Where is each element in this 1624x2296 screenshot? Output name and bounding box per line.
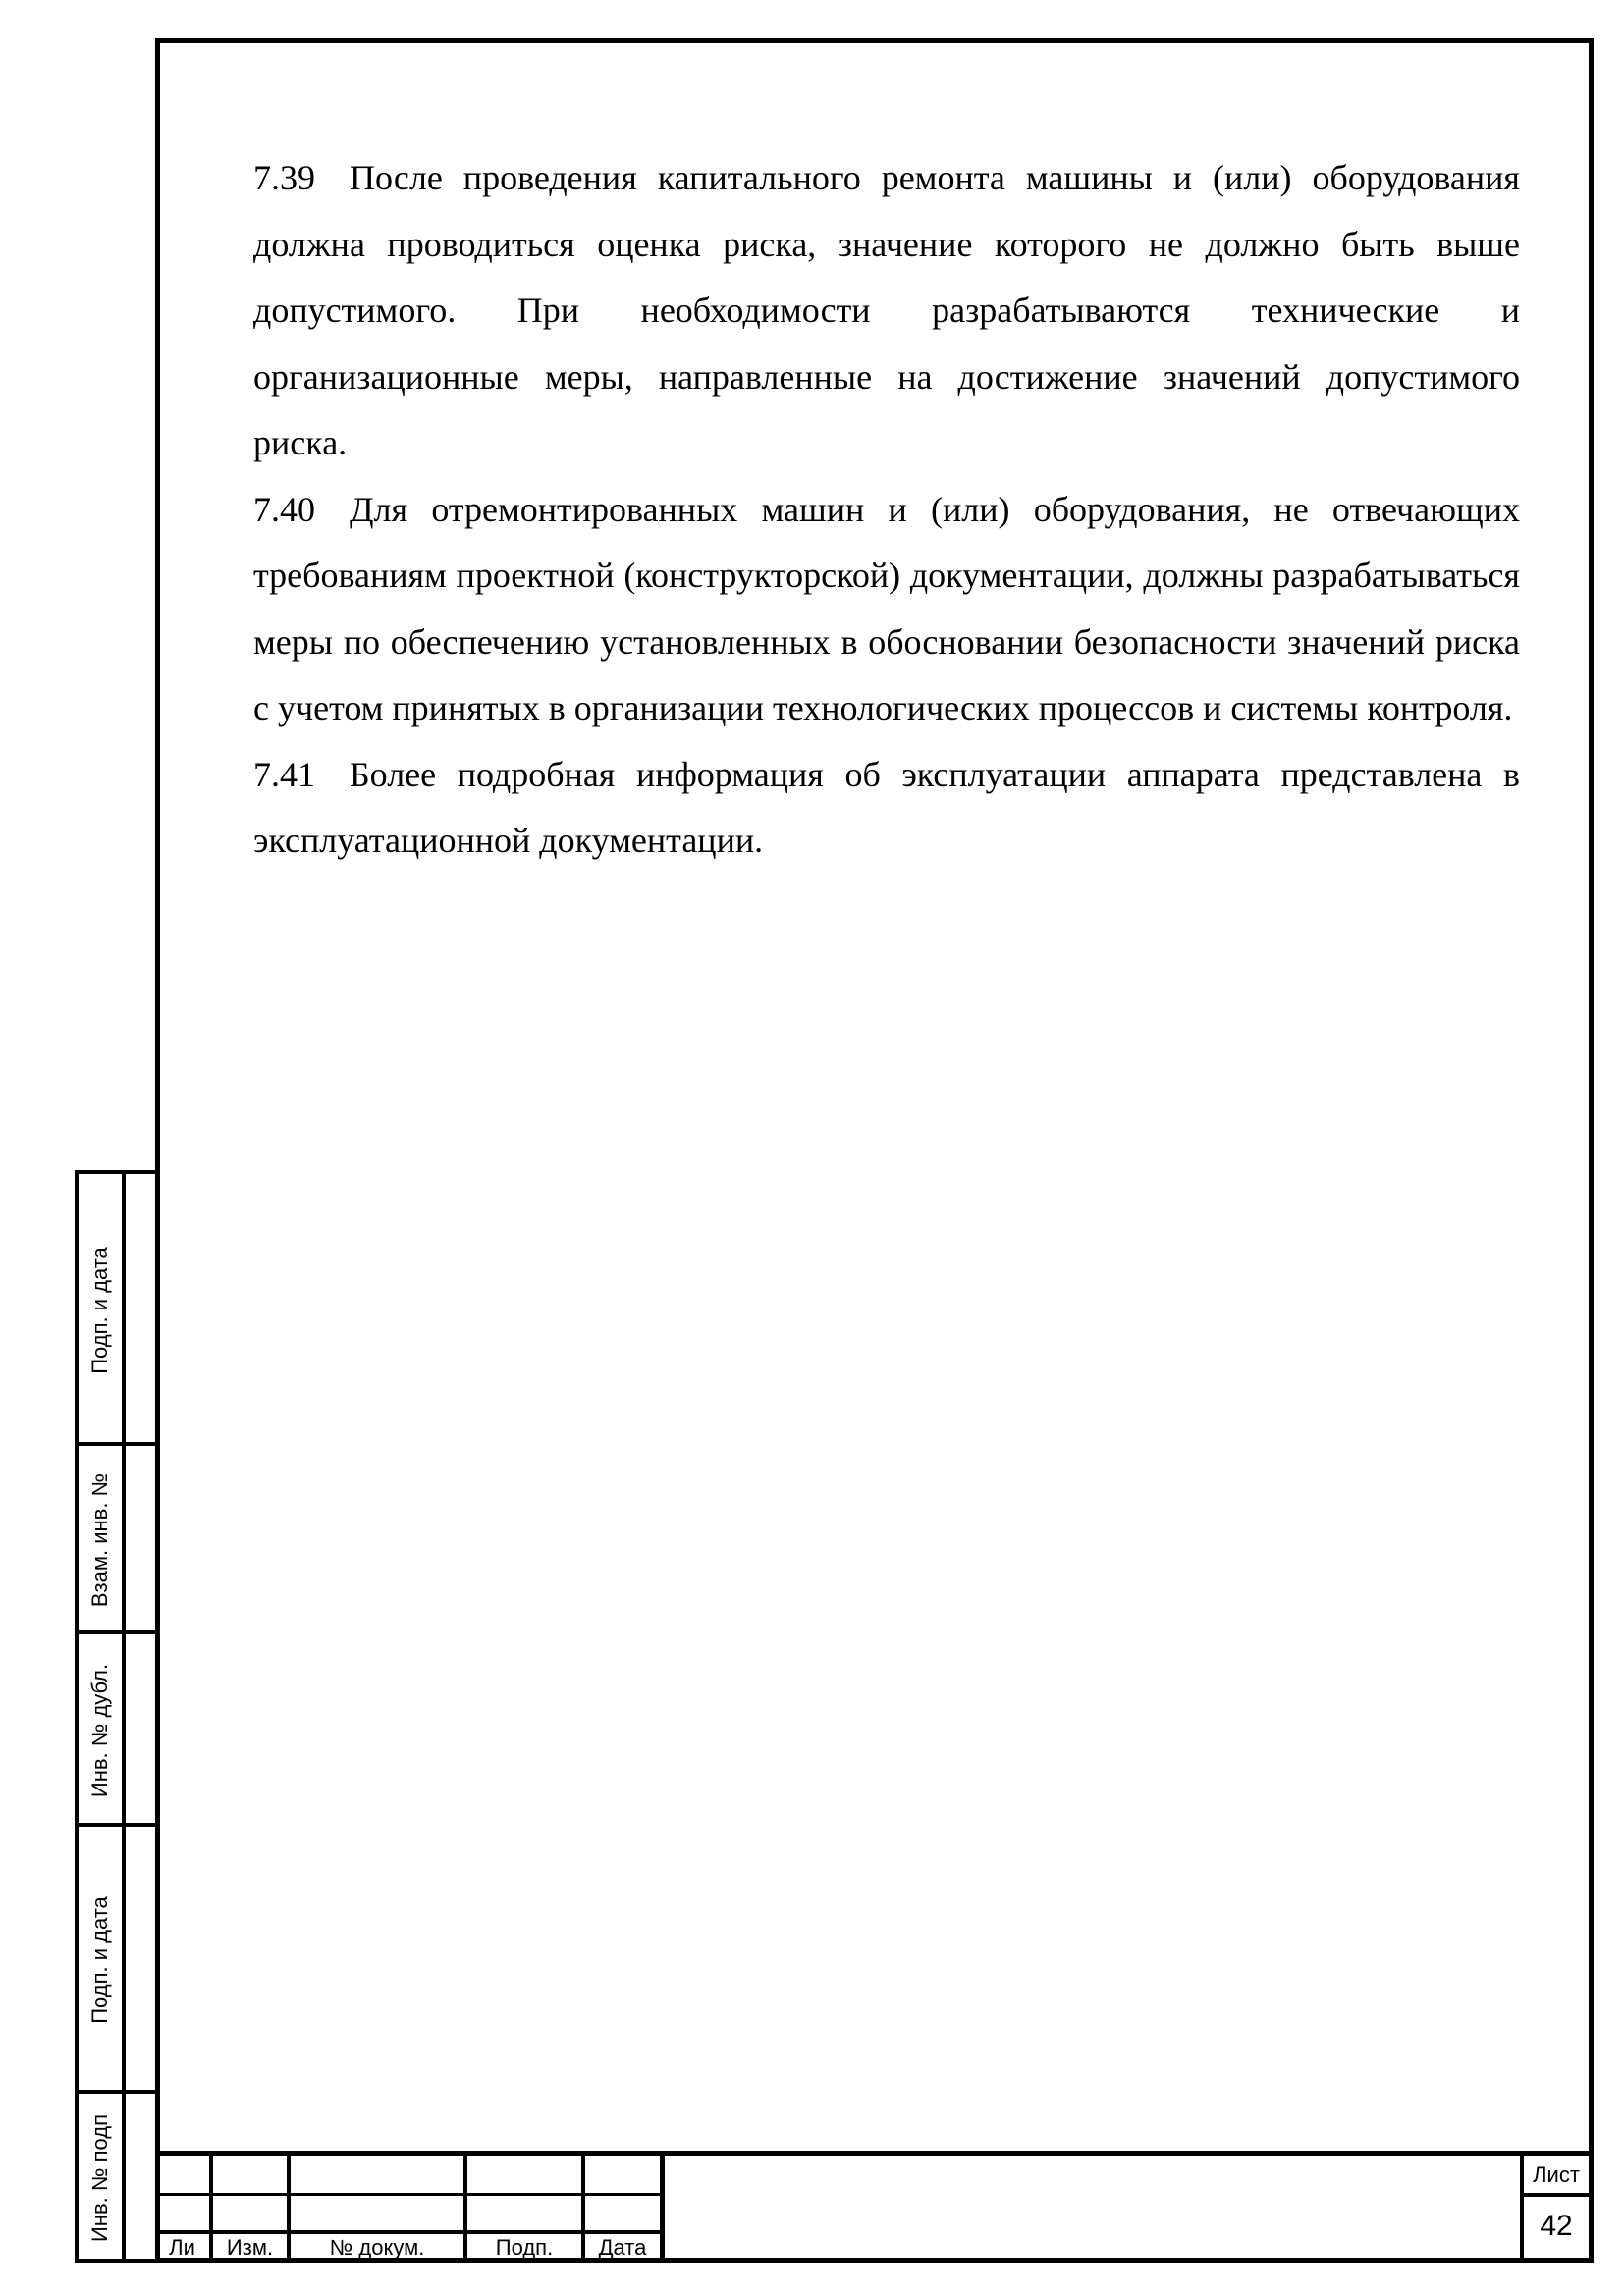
label-data: Дата [598,2235,647,2260]
title-block-row-line [155,2193,664,2196]
side-label-podp-data-bottom: Подп. и дата [87,1896,112,2024]
side-label-inv-dubl: Инв. № дубл. [87,1663,113,1798]
side-stamp [75,1170,155,2263]
paragraph-text: Более подробная информация об эксплуатации аппарата представлена в эксплуатационной документации. [253,754,1520,860]
document-body [253,145,1520,875]
paragraph-number: 7.40 [253,489,315,529]
side-label-vzam-inv: Взам. инв. № [87,1472,113,1608]
paragraph-7-40 [253,477,1520,742]
paragraph-number: 7.39 [253,158,315,197]
title-block-row-line [1520,2193,1589,2197]
label-izm: Изм. [226,2235,274,2260]
sheet-number: 42 [1540,2210,1573,2242]
paragraph-7-39 [253,145,1520,477]
title-block-row-line [155,2230,664,2234]
side-label-podp-data-top: Подп. и дата [87,1246,112,1374]
paragraph-text: Для отремонтированных машин и (или) оборудования, не отвечающих требованиям проектной (конструкторской) документации, должны разрабатываться меры по обеспечению установленных в обосновании безопасности значений риска с учетом принятых в организации технологических процессов и системы контроля. [253,489,1520,727]
side-label-inv-podl: Инв. № подп [87,2113,113,2243]
label-list: Лист [1533,2163,1580,2187]
paragraph-number: 7.41 [253,754,315,794]
paragraph-text: После проведения капитального ремонта машины и (или) оборудования должна проводиться оценка риска, значение которого не должно быть выше допустимого. При необходимости разрабатываются технические и организационные меры, направленные на достижение значений допустимого риска. [253,158,1520,462]
paragraph-7-41 [253,742,1520,875]
title-block [155,2151,1594,2263]
label-podp: Подп. [495,2235,554,2260]
label-li: Ли [169,2235,195,2260]
title-block-col-line [660,2156,665,2263]
label-no-dokum: № докум. [329,2235,425,2260]
